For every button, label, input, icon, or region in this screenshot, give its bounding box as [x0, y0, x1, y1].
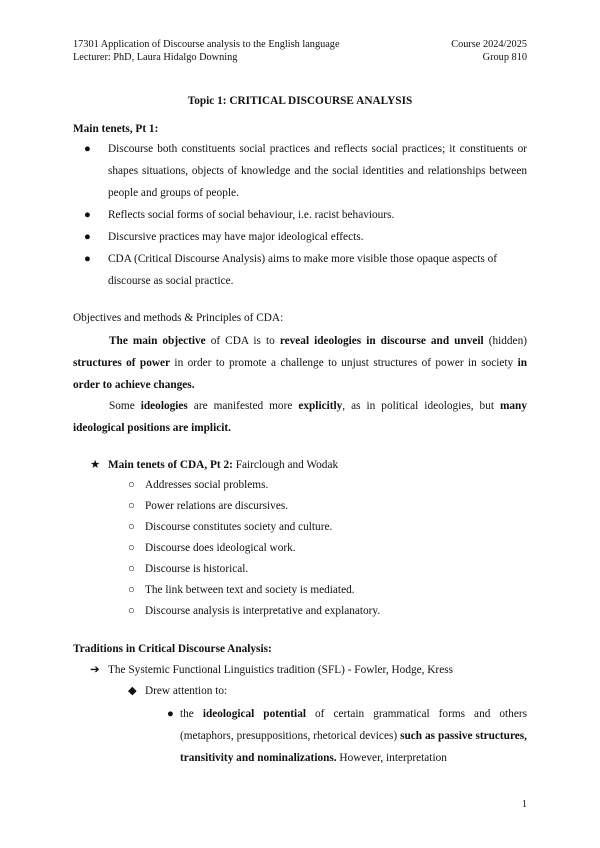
circle-bullet-icon: ○: [128, 584, 135, 596]
tenets2-item-3: Discourse constitutes society and culture.: [145, 521, 333, 533]
course-title: 17301 Application of Discourse analysis to the English language: [73, 39, 340, 50]
tenets2-item-2: Power relations are discursives.: [145, 500, 289, 512]
tenets2-item-5: Discourse is historical.: [145, 563, 249, 575]
objectives-paragraph-2: Some ideologies are manifested more explicitly, as in political ideologies, but many ideological positions are implicit.: [73, 400, 527, 434]
star-bullet-icon: ★: [90, 459, 101, 471]
objectives-heading: Objectives and methods & Principles of CDA:: [73, 312, 284, 324]
header-right: [451, 38, 527, 64]
arrow-bullet-icon: ➔: [90, 664, 100, 676]
objectives-paragraph-1: The main objective of CDA is to reveal ideologies in discourse and unveil (hidden) structures of power in order to promote a challenge to unjust structures of power in society in order to achieve changes.: [73, 335, 527, 391]
header-left: [73, 38, 340, 64]
tenets2-item-6: The link between text and society is mediated.: [145, 584, 355, 596]
group-number: Group 810: [482, 52, 527, 63]
drew-attention: Drew attention to:: [145, 685, 228, 697]
tenets2-heading-line: Main tenets of CDA, Pt 2: Fairclough and Wodak: [108, 459, 339, 471]
circle-bullet-icon: ○: [128, 479, 135, 491]
circle-bullet-icon: ○: [128, 521, 135, 533]
traditions-detail: the ideological potential of certain grammatical forms and others (metaphors, presuppositions, rhetorical devices) such as passive structures, transitivity and nominalizations. However, interpretation: [180, 708, 528, 764]
tenets2-item-7: Discourse analysis is interpretative and explanatory.: [145, 605, 381, 617]
tenets2-item-1: Addresses social problems.: [145, 479, 269, 491]
course-year: Course 2024/2025: [451, 39, 527, 50]
tenets1-item-2: Reflects social forms of social behaviour, i.e. racist behaviours.: [108, 209, 395, 221]
tenets1-heading: Main tenets, Pt 1:: [73, 123, 159, 135]
diamond-bullet-icon: ◆: [128, 685, 137, 697]
tenets1-item-4: CDA (Critical Discourse Analysis) aims to make more visible those opaque aspects of discourse as social practice.: [108, 253, 498, 287]
sfl-tradition: The Systemic Functional Linguistics tradition (SFL) - Fowler, Hodge, Kress: [108, 664, 454, 676]
traditions-heading: Traditions in Critical Discourse Analysis:: [73, 643, 272, 655]
tenets2-item-4: Discourse does ideological work.: [145, 542, 296, 554]
document-page: 17301 Application of Discourse analysis to the English language Lecturer: PhD, Laura Hidalgo Downing Course 2024/2025 Group 810 Topic 1: CRITICAL DISCOURSE ANALYSIS Main tenets, Pt 1: ● Discourse both constituents social practices and reflects social practices; it constituents or shapes situations, objects of knowledge and the social identities and relationships between people and groups of people. ● Reflects social forms of social behaviour, i.e. racist behaviours. ● Discursive practices may have major ideological effects. ● CDA (Critical Discourse Analysis) aims to make more visible those opaque aspects of discourse as social practice. Objectives and methods & Principles of CDA: The main objective of CDA is to reveal ideologies in discourse and unveil (hidden) structures of power in order to promote a challenge to unjust structures of power in society in order to achieve changes. Some ideologies are manifested more explicitly, as in political ideologies, but many ideological positions are implicit. ★ Main tenets of CDA, Pt 2: Fairclough and Wodak ○ Addresses social problems. ○ Power relations are discursives. ○ Discourse constitutes society and culture. ○ Discourse does ideological work. ○ Discourse is historical. ○ The link between text and society is mediated. ○ Discourse analysis is interpretative and explanatory. Traditions in Critical Discourse Analysis: ➔ The Systemic Functional Linguistics tradition (SFL) - Fowler, Hodge, Kress ◆ Drew attention to: ● the ideological potential of certain grammatical forms and others (metaphors, presuppositions, rhetorical devices) such as passive structures, transitivity and nominalizations. However, interpretation 1: [0, 0, 600, 848]
page-title: Topic 1: CRITICAL DISCOURSE ANALYSIS: [187, 95, 413, 107]
page-number: 1: [521, 799, 527, 810]
circle-bullet-icon: ○: [128, 563, 135, 575]
tenets1-item-1: Discourse both constituents social practices and reflects social practices; it constituents or shapes situations, objects of knowledge and the social identities and relationships between people and groups of people.: [108, 143, 527, 199]
circle-bullet-icon: ○: [128, 500, 135, 512]
lecturer: Lecturer: PhD, Laura Hidalgo Downing: [73, 52, 238, 63]
circle-bullet-icon: ○: [128, 542, 135, 554]
circle-bullet-icon: ○: [128, 605, 135, 617]
bullet-marker: ●: [167, 708, 174, 720]
tenets1-item-3: Discursive practices may have major ideological effects.: [108, 231, 364, 243]
